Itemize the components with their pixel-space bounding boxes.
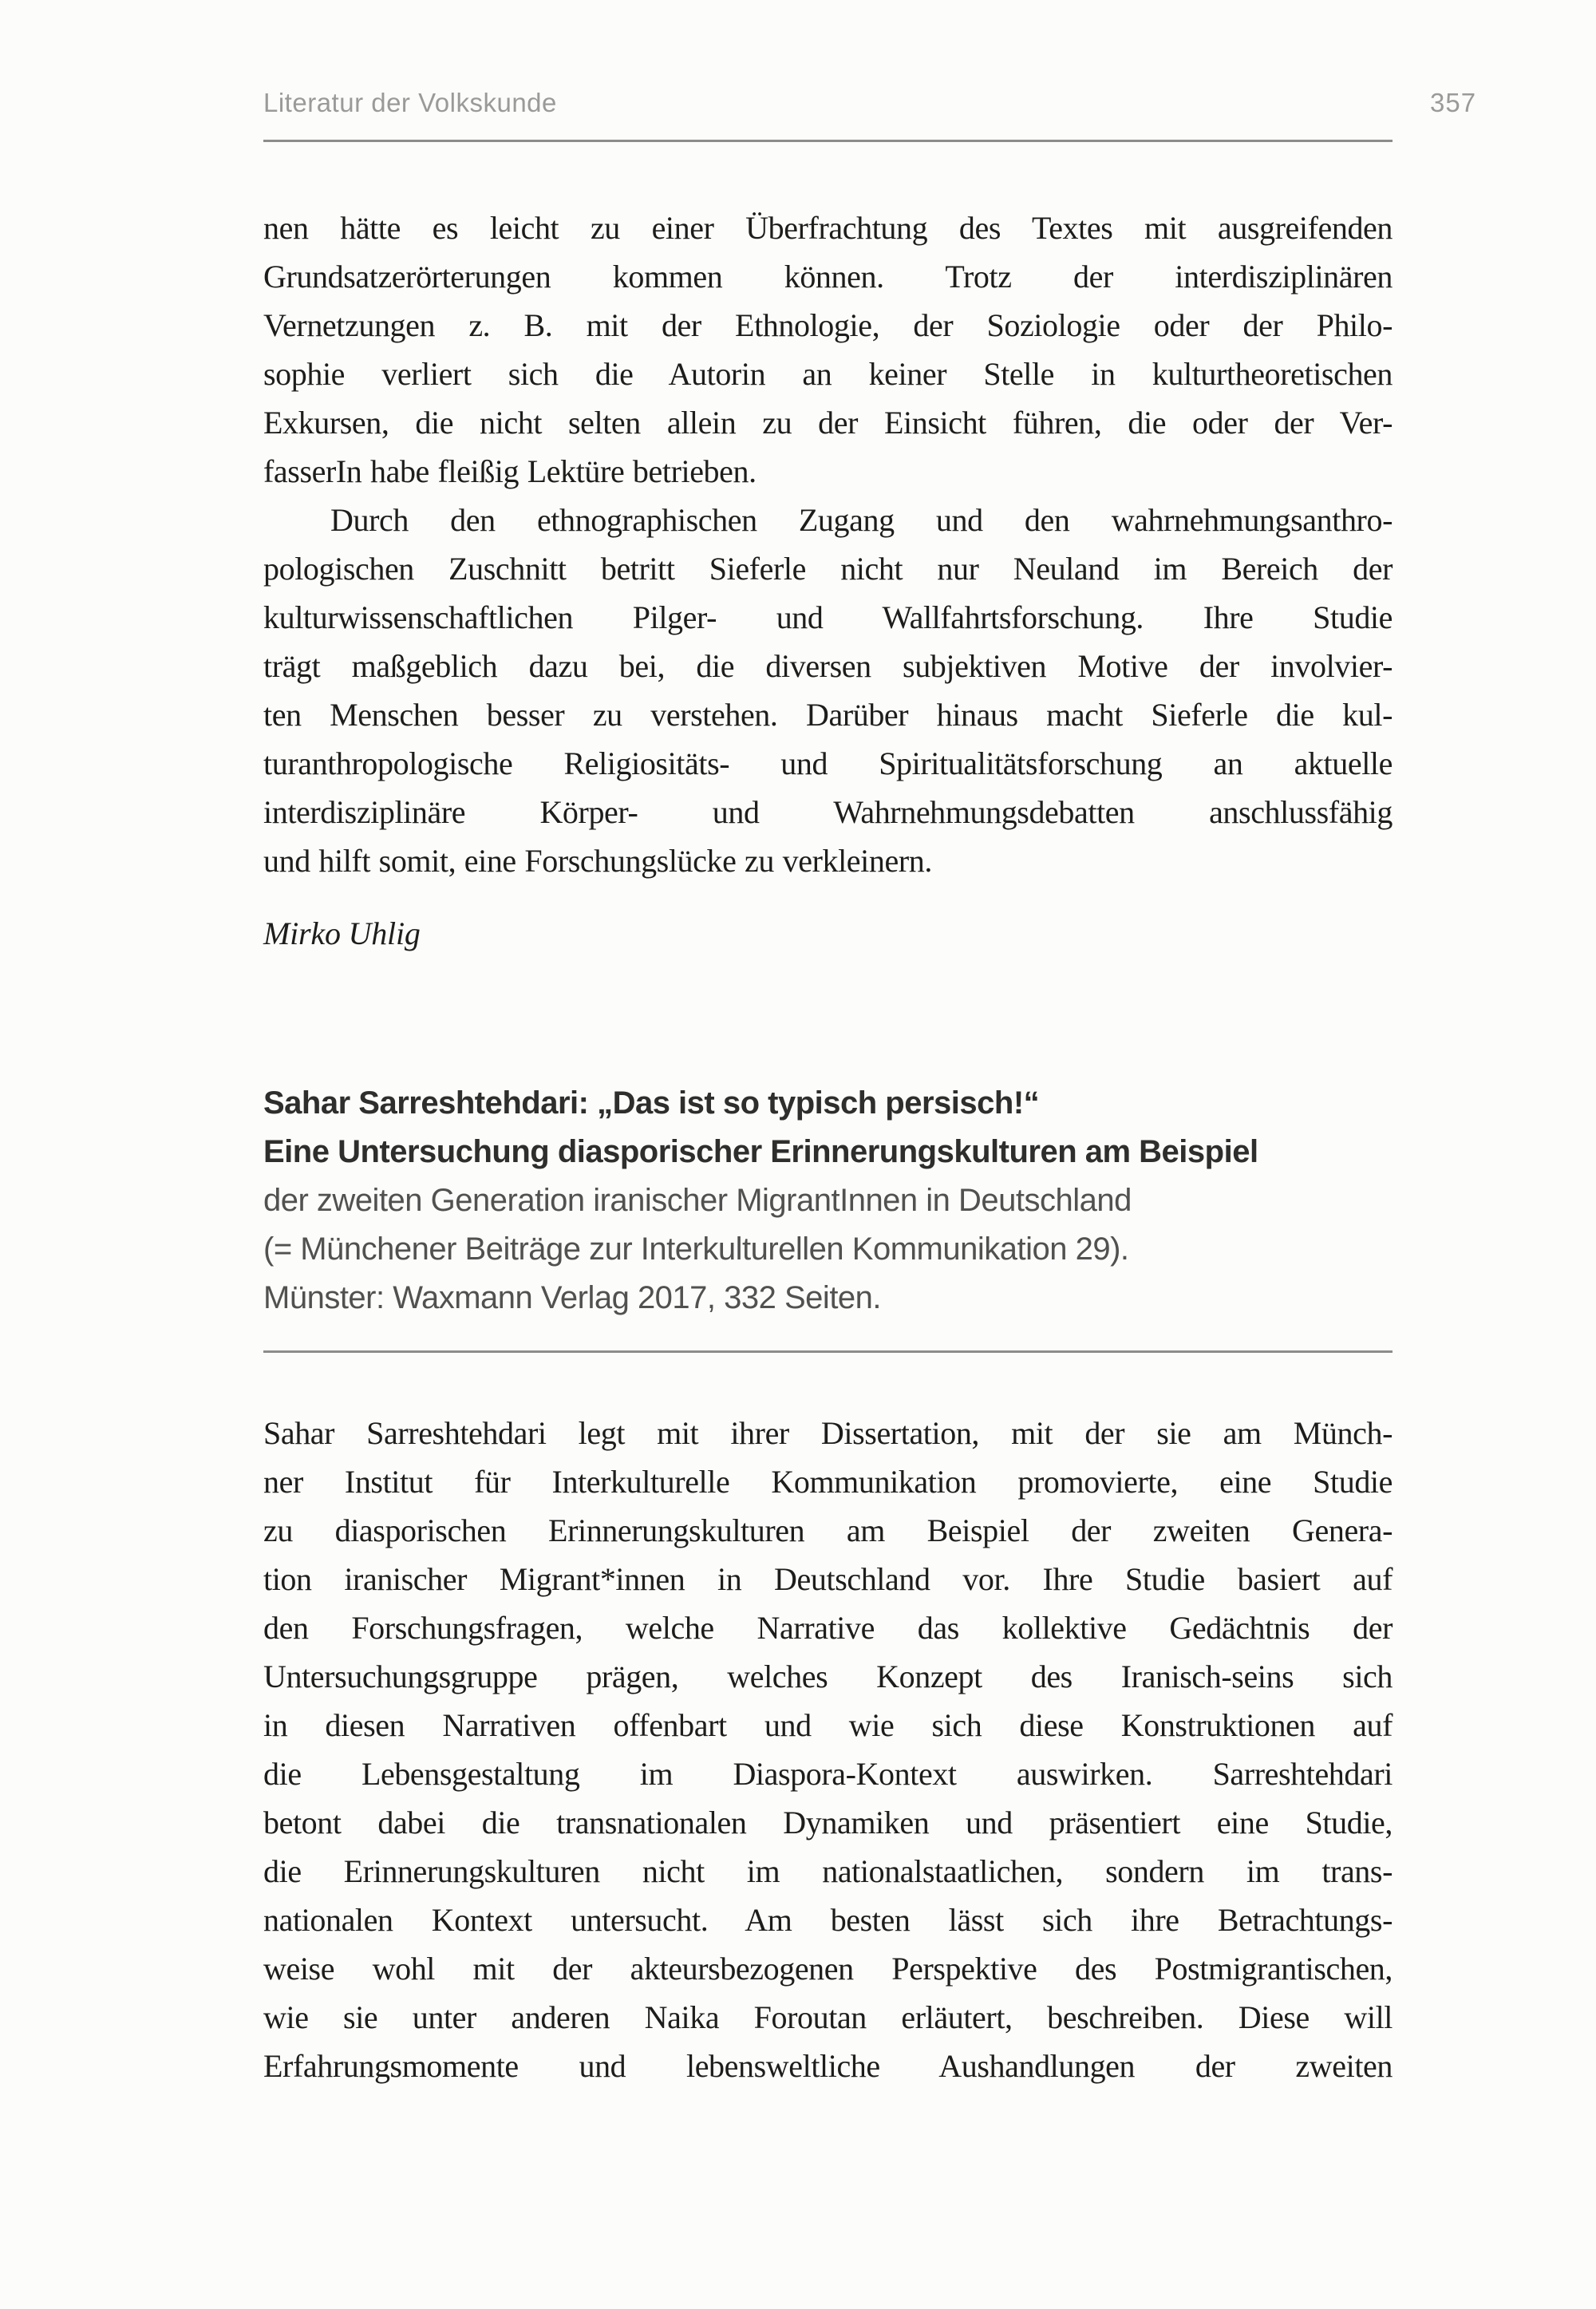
text-line: Durch den ethnographischen Zugang und den wahrnehmungsanthro- [330,502,1393,538]
text-line: fasserIn habe fleißig Lektüre betrieben. [263,453,757,489]
section-divider-rule [263,1350,1393,1353]
book-review-heading [263,1079,1393,1323]
text-line: betont dabei die transnationalen Dynamiken und präsentiert eine Studie, [263,1805,1393,1840]
text-line: nen hätte es leicht zu einer Überfrachtung des Textes mit ausgreifenden [263,210,1393,246]
text-line: Sahar Sarreshtehdari: „Das ist so typisch persisch!“ [263,1085,1040,1121]
scanned-page [0,86,1596,2309]
review-paragraph-continuation [263,204,1393,496]
running-header [263,86,1477,120]
text-line: den Forschungsfragen, welche Narrative das kollektive Gedächtnis der [263,1610,1393,1646]
text-line: die Erinnerungskulturen nicht im nationalstaatlichen, sondern im trans- [263,1853,1393,1889]
text-line: zu diasporischen Erinnerungskulturen am Beispiel der zweiten Genera- [263,1512,1393,1548]
text-line: (= Münchener Beiträge zur Interkulturellen Kommunikation 29). [263,1232,1129,1267]
text-line: interdisziplinäre Körper- und Wahrnehmungsdebatten anschlussfähig [263,794,1393,830]
book-title-lines [263,1079,1393,1176]
header-rule [263,140,1393,142]
text-line: Eine Untersuchung diasporischer Erinnerungskulturen am Beispiel [263,1134,1258,1169]
review-body-paragraph [263,1409,1393,2090]
text-line: ten Menschen besser zu verstehen. Darüber hinaus macht Sieferle die kul- [263,697,1393,733]
text-line: Untersuchungsgruppe prägen, welches Konzept des Iranisch-seins sich [263,1659,1393,1694]
book-publication-lines [263,1176,1393,1323]
page-number: 357 [1430,88,1477,117]
text-line: nationalen Kontext untersucht. Am besten lässt sich ihre Betrachtungs- [263,1902,1393,1938]
reviewer-signature: Mirko Uhlig [263,915,421,951]
text-line: wie sie unter anderen Naika Foroutan erläutert, beschreiben. Diese will [263,1999,1393,2035]
text-line: turanthropologische Religiositäts- und Spiritualitätsforschung an aktuelle [263,745,1393,781]
text-line: pologischen Zuschnitt betritt Sieferle nicht nur Neuland im Bereich der [263,551,1393,587]
running-header-title: Literatur der Volkskunde [263,88,557,117]
text-line: weise wohl mit der akteursbezogenen Perspektive des Postmigrantischen, [263,1951,1393,1987]
text-line: Exkursen, die nicht selten allein zu der Einsicht führen, die oder der Ver- [263,405,1393,441]
text-line: kulturwissenschaftlichen Pilger- und Wallfahrtsforschung. Ihre Studie [263,599,1393,635]
text-line: die Lebensgestaltung im Diaspora-Kontext auswirken. Sarreshtehdari [263,1756,1393,1792]
text-line: Münster: Waxmann Verlag 2017, 332 Seiten. [263,1280,882,1315]
text-line: Grundsatzerörterungen kommen können. Trotz der interdisziplinären [263,259,1393,295]
text-line: in diesen Narrativen offenbart und wie sich diese Konstruktionen auf [263,1707,1393,1743]
text-line: und hilft somit, eine Forschungslücke zu verkleinern. [263,843,932,879]
text-line: ner Institut für Interkulturelle Kommunikation promovierte, eine Studie [263,1464,1393,1500]
text-line: tion iranischer Migrant*innen in Deutschland vor. Ihre Studie basiert auf [263,1561,1393,1597]
text-line: der zweiten Generation iranischer MigrantInnen in Deutschland [263,1183,1132,1218]
text-line: Erfahrungsmomente und lebensweltliche Aushandlungen der zweiten [263,2048,1393,2084]
text-line: trägt maßgeblich dazu bei, die diversen subjektiven Motive der involvier- [263,648,1393,684]
text-line: Vernetzungen z. B. mit der Ethnologie, der Soziologie oder der Philo- [263,307,1393,343]
review-paragraph [263,496,1393,885]
text-line: sophie verliert sich die Autorin an keiner Stelle in kulturtheoretischen [263,356,1393,392]
text-line: Sahar Sarreshtehdari legt mit ihrer Dissertation, mit der sie am Münch- [263,1415,1393,1451]
